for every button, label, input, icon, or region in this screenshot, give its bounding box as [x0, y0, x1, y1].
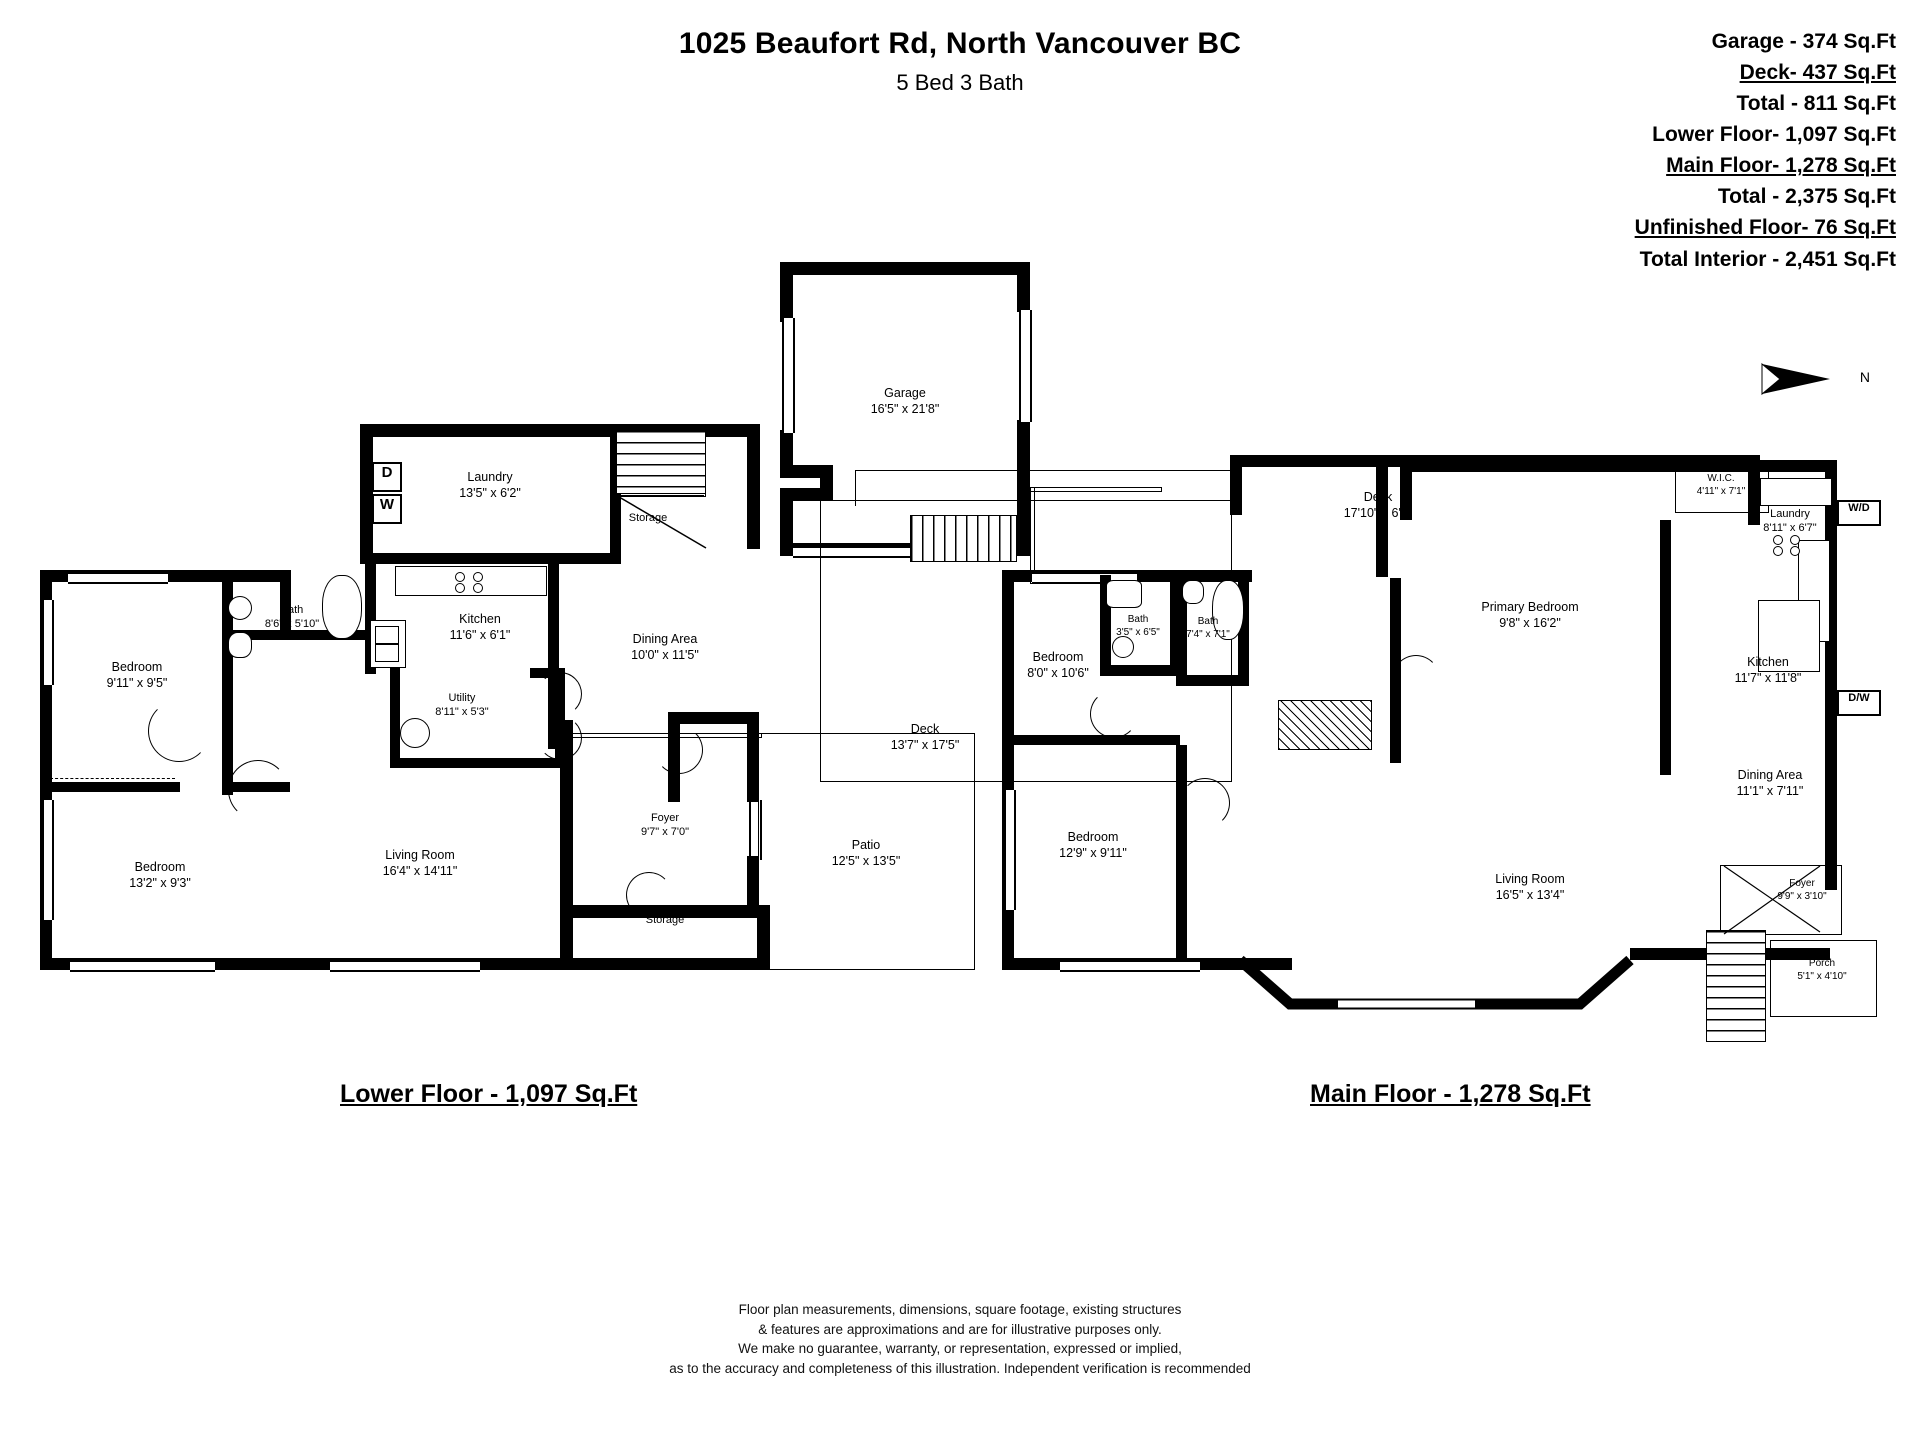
bedroom2-dim: 13'2" x 9'3" — [129, 875, 191, 890]
garage-label — [871, 386, 940, 417]
deck-main-label — [891, 722, 960, 753]
bath-label — [265, 604, 319, 632]
disclaimer-line-1: Floor plan measurements, dimensions, square footage, existing structures — [738, 1302, 1182, 1317]
main-porch-name: Porch — [1808, 958, 1836, 969]
storage-upper-name: Storage — [628, 512, 668, 524]
dw-box-main — [1837, 690, 1881, 716]
main-burner-1 — [1773, 535, 1783, 545]
laundry-label — [459, 470, 521, 501]
fireplace-hatch — [1278, 700, 1372, 750]
bathtub — [322, 575, 362, 639]
kitchen-burner-1 — [455, 572, 465, 582]
utility-door-arc — [538, 672, 582, 716]
foyer-dim: 9'7" x 7'0" — [640, 825, 690, 838]
utility-door-arc-2 — [538, 716, 582, 760]
utility-name: Utility — [448, 692, 476, 704]
main-bedroom1-dim: 8'0" x 10'6" — [1027, 665, 1089, 680]
living-name: Living Room — [385, 848, 455, 862]
garage-wall-lowerleft — [780, 500, 793, 556]
dryer-box — [372, 462, 402, 492]
patio-name: Patio — [851, 838, 881, 852]
dryer-label: D — [381, 464, 393, 481]
main-bedroom2-wall-right — [1176, 745, 1187, 960]
page-title: 1025 Beaufort Rd, North Vancouver BC — [678, 27, 1242, 60]
area-line-deck: Deck- 437 Sq.Ft — [1739, 61, 1896, 85]
deck-main-name: Deck — [910, 722, 940, 736]
area-line-total-exterior: Total - 811 Sq.Ft — [1736, 92, 1896, 116]
lower-stairs — [616, 430, 706, 494]
foyer-label — [641, 812, 689, 840]
washer-box — [372, 494, 402, 524]
bath2-label — [1186, 616, 1230, 641]
deck-upper-label — [1344, 490, 1413, 521]
bedroom2-door-arc — [228, 760, 288, 820]
patio-dim: 12'5" x 13'5" — [831, 853, 901, 868]
kitchen-burner-4 — [473, 583, 483, 593]
main-laundry-label — [1763, 508, 1816, 536]
deck-upper-dim: 17'10" x 6'8" — [1343, 505, 1413, 520]
bedroom1-dim: 9'11" x 9'5" — [106, 675, 168, 690]
kitchen-sink-basin-2 — [375, 644, 399, 662]
garage-dim: 16'5" x 21'8" — [870, 401, 940, 416]
garage-wall-left-lower — [780, 430, 793, 465]
storage-lower-door-arc — [626, 872, 672, 918]
main-bedroom2-door-arc — [1180, 778, 1230, 828]
main-kitchen-dim: 11'7" x 11'8" — [1734, 670, 1802, 685]
disclaimer-line-3: We make no guarantee, warranty, or representation, expressed or implied, — [738, 1341, 1182, 1357]
bath1-tub — [1106, 580, 1142, 608]
dining-label — [631, 632, 699, 663]
area-line-total: Total - 2,375 Sq.Ft — [1717, 185, 1896, 209]
main-wall-northeast — [1400, 460, 1650, 472]
page-subtitle: 5 Bed 3 Bath — [896, 70, 1024, 95]
main-laundry-name: Laundry — [1770, 508, 1810, 520]
living-label — [383, 848, 458, 879]
main-bedroom1-name: Bedroom — [1032, 650, 1084, 664]
main-burner-4 — [1790, 546, 1800, 556]
main-floor-caption: Main Floor - 1,278 Sq.Ft — [1310, 1080, 1591, 1108]
dining-name: Dining Area — [632, 632, 698, 646]
deck-main-dim: 13'7" x 17'5" — [890, 737, 960, 752]
living-dim: 16'4" x 14'11" — [382, 863, 458, 878]
main-living-dim: 16'5" x 13'4" — [1495, 887, 1565, 902]
bath1-name: Bath — [1127, 614, 1149, 625]
primary-bedroom-name: Primary Bedroom — [1481, 600, 1579, 614]
bedroom-divider — [40, 782, 180, 792]
main-foyer-name: Foyer — [1789, 878, 1815, 889]
utility-label — [435, 692, 488, 720]
bedroom1-name: Bedroom — [111, 660, 163, 674]
wic-label — [1697, 473, 1746, 498]
area-line-total-interior: Total Interior - 2,451 Sq.Ft — [1639, 247, 1896, 271]
garage-window-left — [782, 318, 795, 433]
bath2-wall-bottom — [1176, 675, 1249, 686]
main-living-name: Living Room — [1495, 872, 1565, 886]
main-bedroom1-label — [1027, 650, 1089, 681]
primary-bedroom-dim: 9'8" x 16'2" — [1499, 615, 1561, 630]
main-bedroom1-door-arc — [1090, 690, 1138, 738]
kitchen-sink-basin-1 — [375, 626, 399, 644]
kitchen-dim: 11'6" x 6'1" — [449, 627, 511, 642]
utility-wall-bottom — [390, 758, 565, 768]
kitchen-burner-3 — [455, 583, 465, 593]
furnace-icon — [400, 718, 430, 748]
dining-wall-bottom-h — [668, 712, 758, 724]
bath-name: Bath — [280, 604, 304, 616]
main-bedroom2-name: Bedroom — [1067, 830, 1119, 844]
closet-dash — [50, 778, 175, 779]
bath2-toilet — [1182, 580, 1204, 604]
main-dining-dim: 11'1" x 7'11" — [1736, 783, 1804, 798]
main-bedroom2-window-left — [1004, 790, 1016, 910]
main-bedroom2-dim: 12'9" x 9'11" — [1059, 845, 1127, 860]
bath2-dim: 7'4" x 7'1" — [1186, 628, 1230, 640]
bedroom2-name: Bedroom — [134, 860, 186, 874]
disclaimer — [0, 1300, 1920, 1378]
bedroom2-window-left — [42, 800, 54, 920]
laundry-name: Laundry — [467, 470, 513, 484]
storage-upper-label — [629, 512, 668, 526]
bath1-label — [1116, 614, 1160, 639]
main-dining-name: Dining Area — [1737, 768, 1803, 782]
main-bedroom-divider-right — [1070, 735, 1180, 745]
main-kitchen-name: Kitchen — [1747, 655, 1789, 669]
patio-label — [832, 838, 901, 869]
lower-wall-storage-bottom — [560, 958, 770, 970]
main-living-label — [1495, 872, 1564, 903]
kitchen-burner-2 — [473, 572, 483, 582]
main-laundry-dim: 8'11" x 6'7" — [1763, 521, 1817, 534]
wic-name: W.I.C. — [1707, 473, 1735, 484]
bedroom2-window-bottom — [70, 960, 215, 972]
bedroom1-door-arc — [148, 700, 210, 762]
washer-label: W — [379, 496, 395, 513]
compass-label: N — [1859, 369, 1870, 385]
disclaimer-line-2: & features are approximations and are for illustrative purposes only. — [758, 1321, 1162, 1337]
main-kitchen-label — [1735, 655, 1802, 686]
bedroom1-window-left — [42, 600, 54, 685]
main-burner-2 — [1790, 535, 1800, 545]
disclaimer-line-4: as to the accuracy and completeness of this illustration. Independent verification is recommended — [669, 1360, 1251, 1376]
main-kitchen-counter-top — [1760, 478, 1832, 506]
kitchen-name: Kitchen — [459, 612, 501, 626]
wd-box — [1837, 500, 1881, 526]
main-wall-east — [1825, 460, 1837, 890]
deck-upper-name: Deck — [1363, 490, 1393, 504]
toilet — [228, 632, 252, 658]
lower-wall-top-right — [747, 424, 760, 549]
dining-dim: 10'0" x 11'5" — [631, 647, 699, 662]
main-foyer-dim: 9'9" x 3'10" — [1777, 890, 1827, 902]
primary-bedroom-label — [1481, 600, 1578, 631]
bedroom1-window-top — [68, 572, 168, 584]
bedroom1-label — [107, 660, 168, 691]
main-stair-direction — [1720, 862, 1830, 942]
wic-dim: 4'11" x 7'1" — [1696, 485, 1746, 497]
area-line-unfinished: Unfinished Floor- 76 Sq.Ft — [1634, 216, 1896, 240]
main-porch-dim: 5'1" x 4'10" — [1797, 970, 1847, 982]
kitchen-counter-top — [395, 566, 547, 596]
main-porch-label — [1797, 958, 1846, 983]
garage-wall-left — [780, 262, 793, 322]
main-wall-top-right-seg — [1376, 467, 1388, 577]
kitchen-upper-cabinets — [395, 560, 545, 561]
bath2-name: Bath — [1197, 616, 1219, 627]
wd-label: W/D — [1848, 502, 1870, 514]
living-window-bottom — [330, 960, 480, 972]
bath1-sink — [1112, 636, 1134, 658]
utility-wall-left — [390, 668, 400, 768]
bath1-dim: 3'5" x 6'5" — [1116, 626, 1160, 638]
main-bedroom2-label — [1059, 830, 1127, 861]
primary-wall-right — [1660, 520, 1671, 775]
bedroom2-label — [129, 860, 191, 891]
bath-dim: 8'6" x 5'10" — [264, 617, 320, 630]
storage-lower-name: Storage — [645, 914, 685, 926]
laundry-wall-bottom — [360, 553, 620, 564]
dw-label: D/W — [1848, 692, 1870, 704]
utility-dim: 8'11" x 5'3" — [435, 705, 489, 718]
area-line-main-floor: Main Floor- 1,278 Sq.Ft — [1666, 154, 1896, 178]
primary-door-arc — [1392, 655, 1440, 703]
main-wall-angled-bottom — [1230, 930, 1650, 1020]
foyer-name: Foyer — [650, 812, 680, 824]
area-line-lower-floor: Lower Floor- 1,097 Sq.Ft — [1652, 123, 1896, 147]
main-burner-3 — [1773, 546, 1783, 556]
main-bedroom2-window-bottom — [1060, 960, 1200, 972]
lower-floor-caption: Lower Floor - 1,097 Sq.Ft — [340, 1080, 638, 1108]
lower-walkway-outline — [565, 733, 762, 738]
bath-sink — [228, 596, 252, 620]
deck-main-outline-notch — [855, 470, 1232, 506]
area-line-garage: Garage - 374 Sq.Ft — [1711, 30, 1896, 53]
bath1-wall-bottom — [1100, 665, 1182, 676]
kitchen-label — [450, 612, 511, 643]
main-entry-stairs — [1706, 930, 1766, 1042]
laundry-dim: 13'5" x 6'2" — [459, 485, 521, 500]
garage-name: Garage — [884, 386, 926, 400]
main-dining-label — [1737, 768, 1804, 799]
main-exterior-stairs — [910, 515, 1017, 562]
